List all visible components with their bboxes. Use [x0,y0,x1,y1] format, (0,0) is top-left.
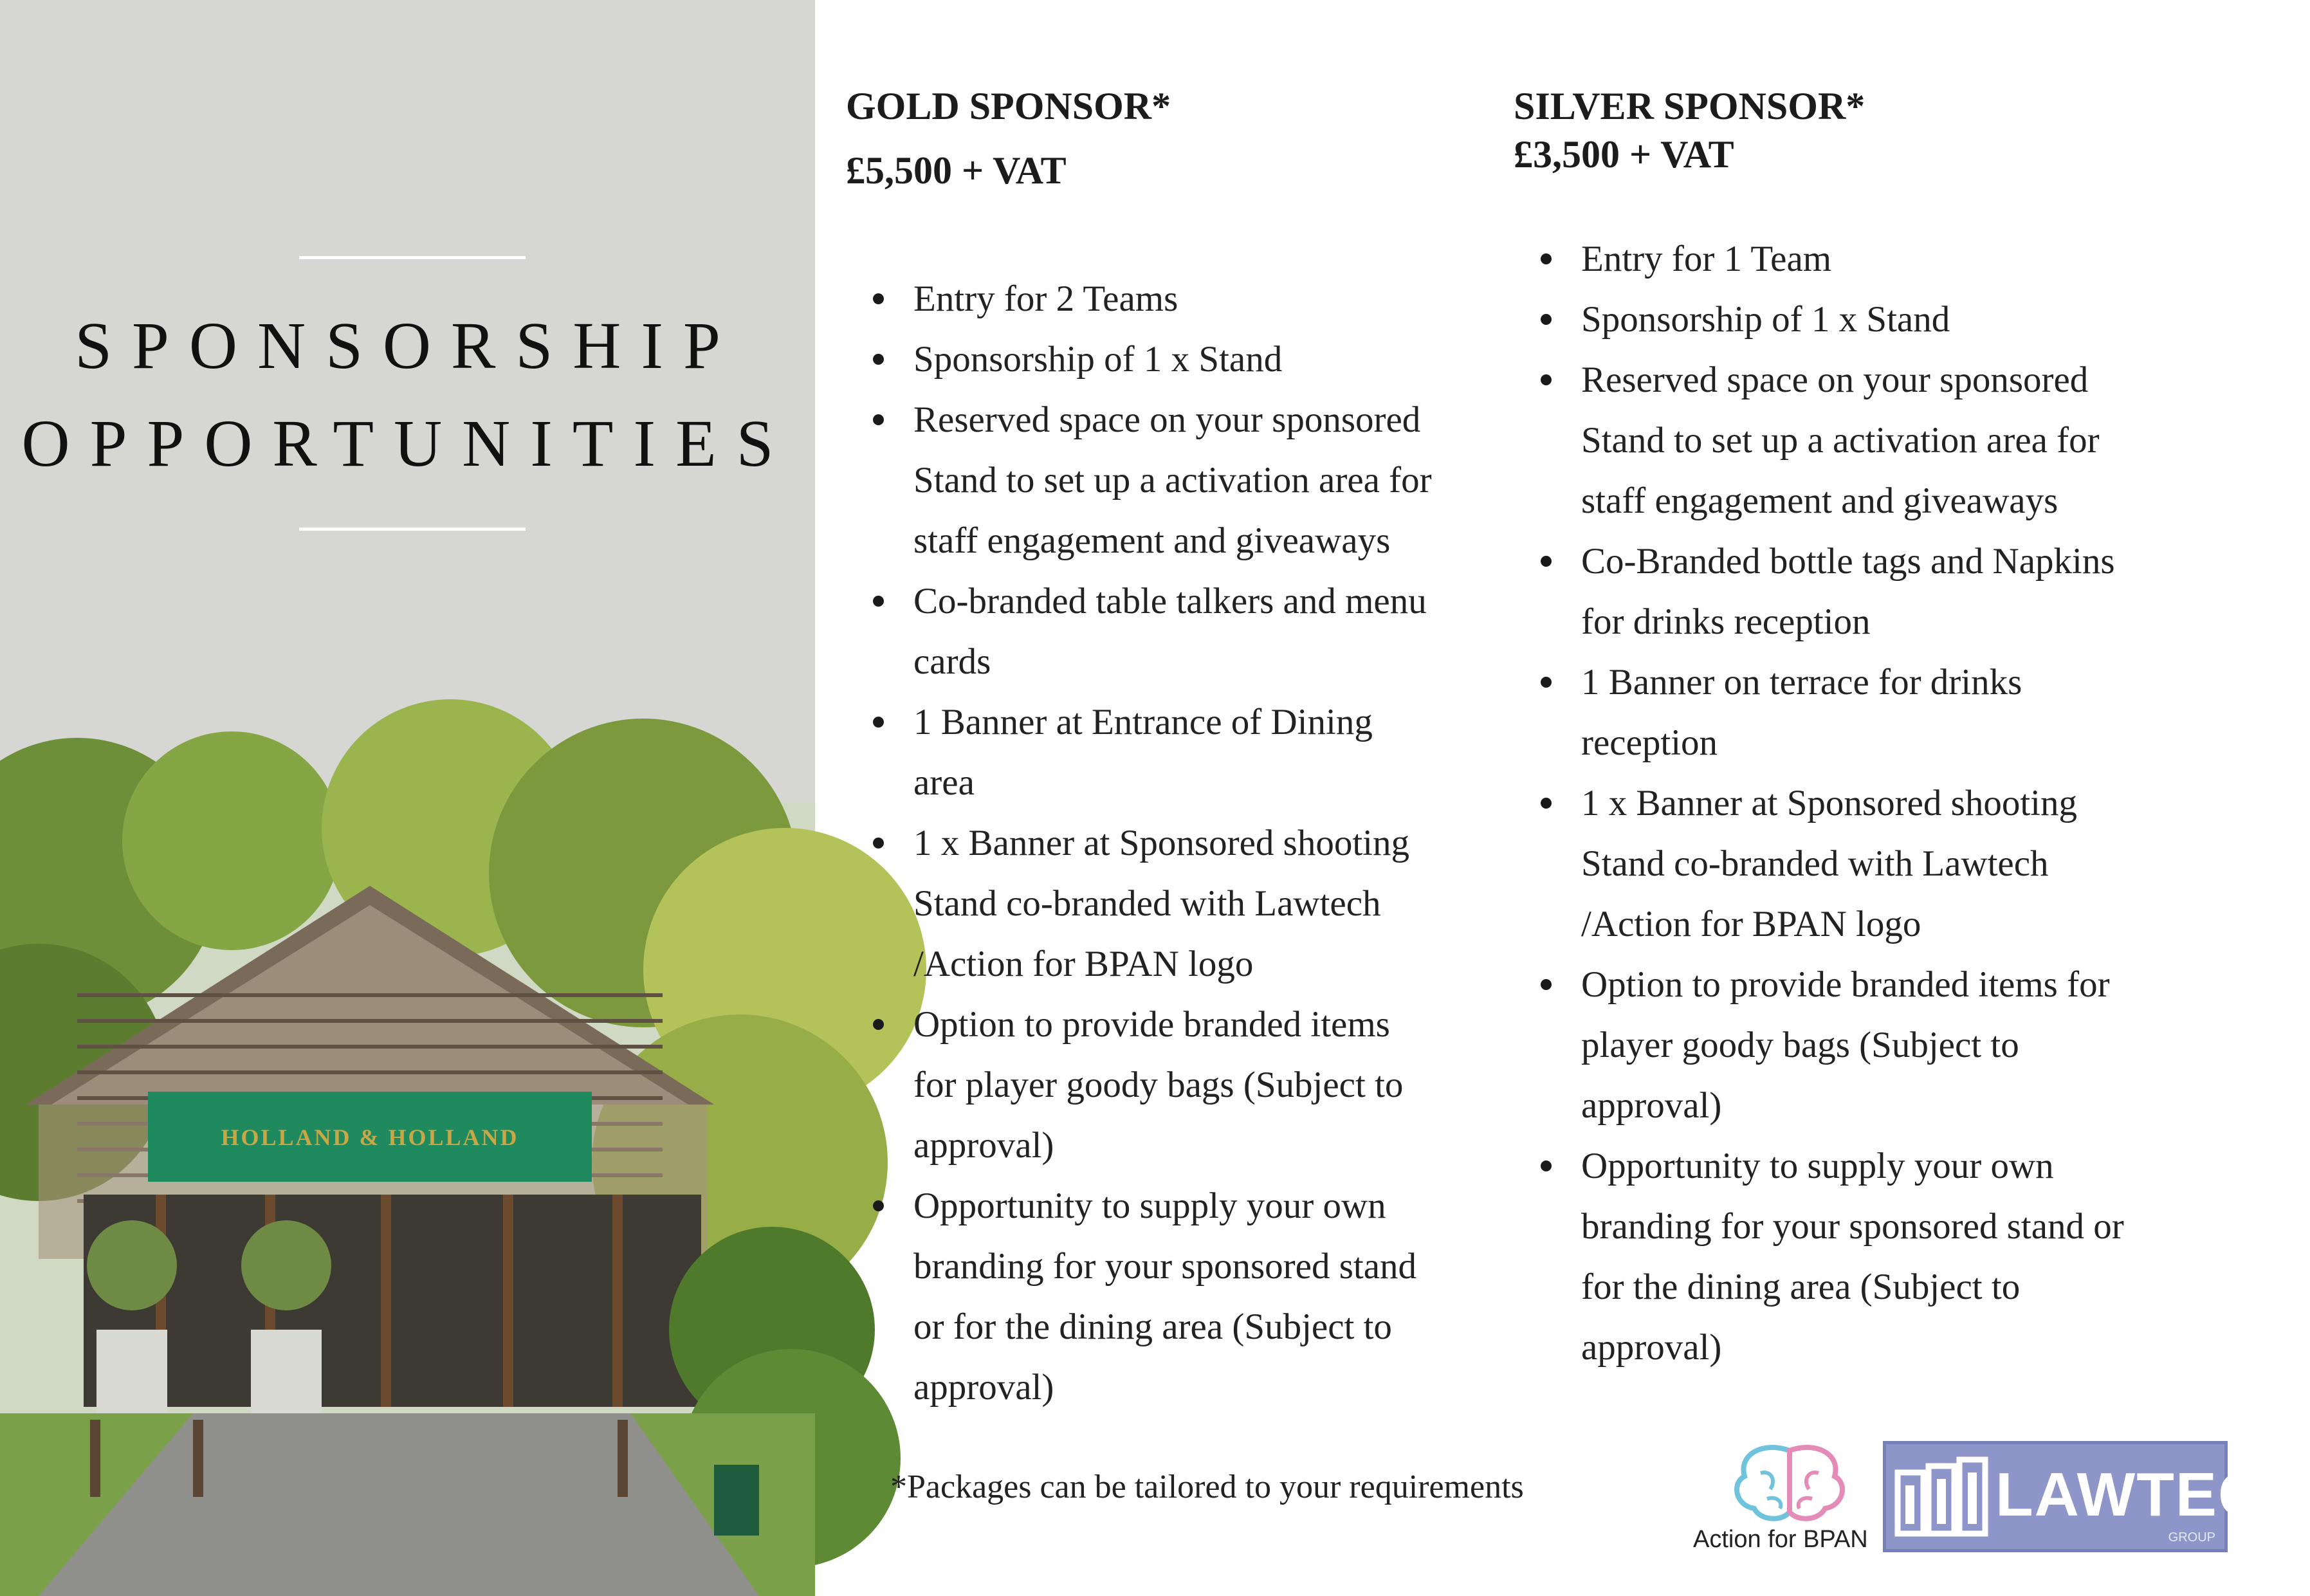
list-item: 1 x Banner at Sponsored shooting [846,813,1432,874]
title-rule-top [299,256,526,259]
list-item: Opportunity to supply your own [846,1176,1432,1236]
lawtech-wordmark: LAWTECH [1995,1460,2310,1529]
list-item-continuation: cards [913,641,991,682]
list-item: Option to provide branded items for [1514,955,2124,1015]
list-item-continuation: reception [1581,722,1718,763]
list-item-continuation: or for the dining area (Subject to [913,1307,1392,1347]
list-item-continuation: approval) [913,1367,1054,1408]
list-item-continuation: branding for your sponsored stand [913,1246,1417,1287]
title-line-1: SPONSORSHIP [75,309,740,383]
list-item: Reserved space on your sponsored [1514,350,2124,410]
list-item-continuation: approval) [1581,1327,1722,1368]
title-line-2: OPPORTUNITIES [21,407,794,481]
list-item-continuation: player goody bags (Subject to [1581,1025,2019,1065]
list-item-continuation: approval) [913,1125,1054,1166]
list-item: Reserved space on your sponsored [846,390,1432,450]
list-item-continuation: /Action for BPAN logo [1581,904,1921,944]
list-item: Co-branded table talkers and menu [846,571,1432,632]
lawtech-mark-icon [1890,1447,1993,1550]
list-item-continuation: Stand to set up a activation area for [1581,420,2100,461]
list-item-continuation: staff engagement and giveaways [1581,481,2058,521]
list-item-continuation: branding for your sponsored stand or [1581,1206,2124,1247]
list-item: 1 Banner on terrace for drinks [1514,652,2124,713]
silver-heading: SILVER SPONSOR* [1514,85,1865,127]
list-item: Co-Branded bottle tags and Napkins [1514,531,2124,592]
list-item-continuation: /Action for BPAN logo [913,944,1254,984]
list-item-continuation: for the dining area (Subject to [1581,1267,2021,1307]
list-item-continuation: Stand co-branded with Lawtech [1581,843,2049,884]
title-panel [0,0,815,802]
title-rule-bottom [299,527,526,531]
packages-footnote: *Packages can be tailored to your requirements [890,1469,1524,1505]
gold-heading: GOLD SPONSOR* [846,85,1171,127]
venue-photo [0,802,815,1596]
list-item-continuation: area [913,762,975,803]
brain-icon [1687,1441,1893,1525]
silver-benefits-list [1514,229,2124,1378]
list-item-continuation: staff engagement and giveaways [913,520,1391,561]
venue-sign-text: HOLLAND & HOLLAND [221,1124,519,1150]
gold-benefits-list [846,269,1432,1418]
lawtech-logo [1883,1441,2310,1552]
list-item-continuation: approval) [1581,1085,1722,1126]
list-item: Sponsorship of 1 x Stand [1514,289,2124,350]
list-item: Sponsorship of 1 x Stand [846,329,1432,390]
list-item: 1 x Banner at Sponsored shooting [1514,773,2124,834]
list-item: Option to provide branded items [846,995,1432,1055]
list-item: Entry for 1 Team [1514,229,2124,289]
list-item-continuation: Stand to set up a activation area for [913,460,1432,500]
list-item-continuation: for drinks reception [1581,601,1871,642]
list-item-continuation: Stand co-branded with Lawtech [913,883,1381,924]
list-item: Opportunity to supply your own [1514,1136,2124,1197]
bpan-caption: Action for BPAN [1693,1526,1868,1553]
list-item: 1 Banner at Entrance of Dining [846,692,1432,753]
lawtech-group-label: GROUP [2168,1530,2215,1545]
gold-price: £5,500 + VAT [846,149,1067,192]
list-item-continuation: for player goody bags (Subject to [913,1065,1404,1105]
list-item: Entry for 2 Teams [846,269,1432,329]
silver-price: £3,500 + VAT [1514,133,1734,176]
